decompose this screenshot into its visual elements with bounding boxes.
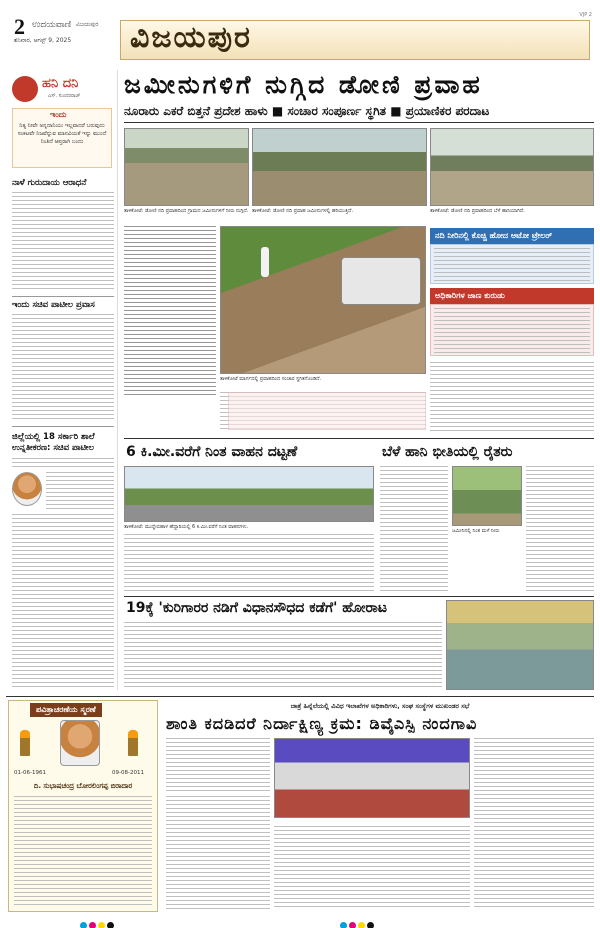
crop-photo: [452, 466, 522, 526]
today-label: ಇಂದು: [50, 110, 67, 119]
traffic-photo: [124, 466, 374, 522]
flood-photo: [124, 128, 249, 206]
left-story-body: [12, 192, 114, 292]
story3-body: [380, 466, 448, 592]
story4-headline: 19ಕ್ಕೆ 'ಕುರಿಗಾರರ ನಡಿಗೆ ವಿಧಾನಸೌಧದ ಕಡೆಗೆ' ಹೋರಾಟ: [126, 600, 387, 616]
flood-photo: [430, 128, 594, 206]
hanidani-logo-icon: [12, 76, 38, 102]
lamp-icon: [128, 730, 138, 756]
divider: [124, 122, 594, 123]
story3-headline: ಬೆಳೆ ಹಾನಿ ಭೀತಿಯಲ್ಲಿ ರೈತರು: [382, 444, 513, 460]
photo-caption: ತಾಳಿಕೋಟೆ: ಡೋಣಿ ನದಿ ಪ್ರವಾಹದಿಂದ ಬೆಳೆ ಹಾನಿಯಾಗಿದೆ.: [430, 208, 525, 214]
divider: [12, 296, 114, 297]
story5-body: [166, 738, 270, 792]
photo-caption: ತಾಳಿಕೋಟೆ: ಡೋಣಿ ನದಿ ಪ್ರವಾಹ ಜಮೀನುಗಳಲ್ಲಿ ಹರಿಯುತ್ತಿದೆ.: [252, 208, 354, 214]
edition-label: ವಿಜಯಪುರ: [76, 21, 99, 28]
left-story-body: [46, 472, 114, 512]
left-story-heading: ಜಿಲ್ಲೆಯಲ್ಲಿ 18 ಸರ್ಕಾರಿ ಶಾಲೆ ಉನ್ನತೀಕರಣ: ಸಚಿವ ಪಾಟೀಲ: [12, 432, 95, 453]
story5-kicker: ಜಾತ್ರೆ ಹಿನ್ನೆಲೆಯಲ್ಲಿ ವಿವಿಧ ಇಲಾಖೆಗಳ ಅಧಿಕಾರಿಗಳು, ಸಂಘ ಸಂಸ್ಥೆಗಳ ಮುಖಂಡರ ಸಭೆ: [290, 702, 470, 710]
section-title: ವಿಜಯಪುರ: [130, 20, 252, 55]
left-story-body: [12, 514, 114, 690]
story5-body: [166, 796, 270, 910]
divider: [12, 426, 114, 427]
officials-box-text: [434, 308, 590, 354]
registration-marks: [80, 914, 116, 928]
story4-body: [124, 622, 442, 690]
registration-marks: [340, 914, 376, 928]
ad-date-left: 01-06-1961: [14, 770, 46, 776]
highlight-box-text: [434, 248, 590, 282]
ad-body: [14, 796, 152, 906]
car-shape: [341, 257, 421, 305]
highlight-box-title: ನದಿ ನೀರಿನಲ್ಲಿ ಕೊಚ್ಚಿ ಹೋದ ಆಟೋ ಟ್ರೇಲರ್: [430, 228, 594, 244]
ad-date-right: 09-08-2011: [112, 770, 144, 776]
meeting-photo: [274, 738, 470, 818]
story3-body: [526, 466, 594, 592]
story5-body: [274, 826, 470, 910]
paper-name: ಉದಯವಾಣಿ: [32, 20, 72, 30]
divider: [124, 438, 594, 439]
date-line: ಶನಿವಾರ, ಆಗಸ್ಟ್ 9, 2025: [14, 37, 72, 44]
left-story-body: [12, 458, 114, 470]
hanidani-title: ಹನಿ ದನಿ: [42, 76, 79, 91]
left-story-body: [12, 314, 114, 422]
photo-caption: ತಾಳಿಕೋಟೆ: ಮುದ್ದೇಬಿಹಾಳ ಹೆದ್ದಾರಿಯಲ್ಲಿ 6 ಕಿ.ಮೀ.ವರೆಗೆ ನಿಂತ ವಾಹನಗಳು.: [124, 524, 249, 530]
photo-caption: ಜಮೀನಿನಲ್ಲಿ ನಿಂತ ಮಳೆ ನೀರು: [452, 528, 500, 534]
rain-photo: [446, 600, 594, 690]
left-story-heading: ನಾಳೆ ಗುರುದಾಯ ಆರಾಧನೆ: [12, 178, 87, 188]
flood-photo: [252, 128, 427, 206]
photo-caption: ತಾಳಿಕೋಟೆ: ಡೋಣಿ ನದಿ ಪ್ರವಾಹದಿಂದ ಗ್ರಾಮದ ಜಮೀನುಗಳಿಗೆ ನೀರು ನುಗ್ಗಿದೆ.: [124, 208, 249, 214]
ad-title: ಪವಿತ್ರಾಚರಣೆಯ ಸ್ಮರಣೆ: [30, 703, 102, 717]
minister-photo: [12, 472, 42, 506]
today-text: ನಿತ್ಯ ನೀವೇ ಅನ್ನದಾನಿಯು ಇಲ್ಲವಾದರೆ ಬರುವುದು ಸಂಕಟವೇ ನಿಜವೆನ್ನುವ ಮಾನವಿಯತೆ ಇನ್ನು ಮುಂದೆ ನಿಂತಿದೆ ಆಪ್ತರಾಗಿ ಬಂದು: [17, 123, 107, 145]
corner-tag: VJP 2: [579, 12, 592, 18]
main-subheadline: ನೂರಾರು ಎಕರೆ ಬಿತ್ತನೆ ಪ್ರದೇಶ ಹಾಳು ■ ಸಂಚಾರ ಸಂಪೂರ್ಣ ಸ್ಥಗಿತ ■ ಪ್ರಯಾಣಿಕರ ಪರದಾಟ: [124, 104, 490, 118]
main-headline: ಜಮೀನುಗಳಿಗೆ ನುಗ್ಗಿದ ಡೋಣಿ ಪ್ರವಾಹ: [124, 70, 483, 99]
road-flood-photo: [220, 226, 426, 374]
story2-headline: 6 ಕಿ.ಮೀ.ವರೆಗೆ ನಿಂತ ವಾಹನ ದಟ್ಟಣೆ: [126, 444, 298, 460]
ad-portrait: [60, 720, 100, 766]
divider: [6, 696, 594, 697]
officials-box-title: ಅಧಿಕಾರಿಗಳ ಜಾಣ ಕುರುಡು: [430, 288, 594, 304]
story2-body: [124, 534, 374, 592]
photo-caption: ತಾಳಿಕೋಟೆ ಮಾರ್ಗದಲ್ಲಿ ಪ್ರವಾಹದಿಂದ ಸಂಚಾರ ಸ್ಥಗಿತಗೊಂಡಿದೆ.: [220, 376, 322, 382]
hanidani-subtitle: ಎಸ್. ಸುಂದರರಾಜ್: [48, 93, 81, 99]
main-story-body: [124, 226, 216, 396]
divider: [124, 596, 594, 597]
story5-body: [474, 738, 594, 910]
person-figure: [261, 247, 269, 277]
ad-person-name: ದಿ. ಸುಭಾಷಚಂದ್ರ ಬೋರಲಿಂಗಪ್ಪ ಬಿರಾದಾರ: [33, 782, 133, 790]
page-number: 2: [14, 14, 25, 39]
quote-box: [228, 392, 426, 430]
left-story-heading: ಇಂದು ಸಚಿವ ಪಾಟೀಲ ಪ್ರವಾಸ: [12, 300, 95, 310]
story5-headline: ಶಾಂತಿ ಕದಡಿದರೆ ನಿರ್ದಾಕ್ಷಿಣ್ಯ ಕ್ರಮ: ಡಿವೈಎಸ್ಪಿ ನಂದಗಾವಿ: [166, 714, 478, 733]
main-story-body: [430, 362, 594, 432]
lamp-icon: [20, 730, 30, 756]
